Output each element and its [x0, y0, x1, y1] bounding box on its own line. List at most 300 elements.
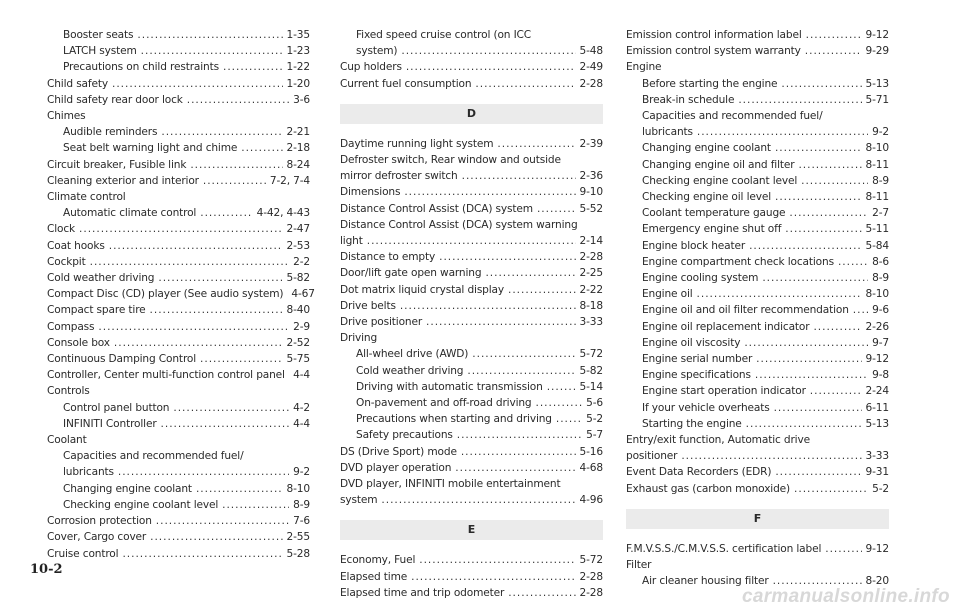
index-entry-label: Changing engine coolant — [642, 142, 771, 155]
index-entry-page: 2-39 — [579, 137, 603, 150]
page-number: 10-2 — [30, 562, 63, 577]
dot-leader — [838, 254, 868, 270]
dot-leader — [746, 416, 862, 432]
index-entry — [47, 59, 310, 75]
index-entry-label: Circuit breaker, Fusible link — [47, 158, 187, 171]
index-entry-page: 8-10 — [286, 482, 310, 495]
index-entry — [340, 379, 603, 395]
index-entry-label: Compact spare tire — [47, 304, 146, 317]
index-heading: Capacities and recommended fuel/ — [63, 450, 244, 463]
index-heading: Defroster switch, Rear window and outside — [340, 154, 561, 167]
index-entry-label: Driving with automatic transmission — [356, 380, 543, 393]
index-entry — [626, 448, 889, 464]
index-entry — [340, 444, 603, 460]
index-entry — [340, 314, 603, 330]
index-entry-label: INFINITI Controller — [63, 417, 157, 430]
index-entry-page: 3-33 — [579, 316, 603, 329]
index-entry-page: 8-11 — [865, 158, 889, 171]
index-entry-label: Before starting the engine — [642, 77, 778, 90]
dot-leader — [813, 319, 861, 335]
dot-leader — [789, 205, 868, 221]
index-entry-label: system — [340, 494, 378, 507]
index-entry — [47, 529, 310, 545]
index-heading: Filter — [626, 559, 652, 572]
index-entry-label: Economy, Fuel — [340, 554, 416, 567]
index-entry — [626, 76, 889, 92]
index-heading: Distance Control Assist (DCA) system warning — [340, 218, 578, 231]
dot-leader — [475, 76, 575, 92]
index-entry-label: Emission control system warranty — [626, 45, 801, 58]
dot-leader — [400, 298, 576, 314]
index-section-letter: F — [626, 509, 889, 529]
index-entry-label: Engine start operation indicator — [642, 385, 806, 398]
index-entry — [626, 221, 889, 237]
index-entry-page: 5-72 — [579, 348, 603, 361]
index-entry-label: F.M.V.S.S./C.M.V.S.S. certification label — [626, 542, 822, 555]
index-entry — [340, 298, 603, 314]
dot-leader — [200, 205, 252, 221]
index-entry-label: Air cleaner housing filter — [642, 575, 769, 588]
dot-leader — [161, 124, 282, 140]
dot-leader — [419, 552, 575, 568]
index-entry-page: 8-40 — [286, 304, 310, 317]
index-entry — [47, 302, 310, 318]
index-entry — [340, 395, 603, 411]
dot-leader — [173, 400, 289, 416]
index-entry-page: 5-13 — [865, 417, 889, 430]
index-entry-page: 6-11 — [865, 401, 889, 414]
index-entry-page: 5-84 — [865, 239, 889, 252]
index-entry — [626, 367, 889, 383]
dot-leader — [223, 59, 283, 75]
index-entry-page: 2-14 — [579, 235, 603, 248]
dot-leader — [755, 367, 868, 383]
index-entry-label: Dot matrix liquid crystal display — [340, 283, 505, 296]
index-entry-page: 5-7 — [586, 429, 603, 442]
index-entry-label: Child safety — [47, 77, 108, 90]
dot-leader — [455, 460, 575, 476]
index-entry-label: Daytime running light system — [340, 137, 494, 150]
index-entry-label: Cleaning exterior and interior — [47, 174, 199, 187]
index-heading: Capacities and recommended fuel/ — [642, 110, 823, 123]
index-entry-page: 1-20 — [286, 77, 310, 90]
index-entry-page: 4-2 — [293, 401, 310, 414]
index-entry-page: 1-22 — [286, 61, 310, 74]
index-entry — [47, 286, 315, 302]
index-entry — [626, 27, 889, 43]
index-entry-label: Engine oil — [642, 288, 693, 301]
index-entry-page: 5-28 — [286, 547, 310, 560]
dot-leader — [404, 184, 575, 200]
index-entry-page: 5-6 — [586, 397, 603, 410]
dot-leader — [381, 492, 575, 508]
index-column-1 — [47, 27, 315, 562]
index-entry-label: Precautions on child restraints — [63, 61, 219, 74]
index-entry-label: Controller, Center multi-function control panel — [47, 369, 285, 382]
index-entry-label: Engine oil and oil filter recommendation — [642, 304, 849, 317]
index-entry-page: 4-68 — [579, 461, 603, 474]
index-entry-label: Starting the engine — [642, 417, 742, 430]
index-entry — [47, 367, 310, 383]
dot-leader — [798, 157, 861, 173]
dot-leader — [141, 43, 283, 59]
index-entry — [47, 335, 310, 351]
index-entry-page: 9-12 — [865, 542, 889, 555]
index-entry-page: 8-20 — [865, 575, 889, 588]
index-heading: Engine — [626, 61, 662, 74]
dot-leader — [738, 92, 861, 108]
index-entry-label: If your vehicle overheats — [642, 401, 770, 414]
index-entry-page: 2-47 — [286, 223, 310, 236]
index-entry-label: Engine compartment check locations — [642, 255, 834, 268]
index-entry-label: Continuous Damping Control — [47, 353, 197, 366]
index-entry — [626, 319, 889, 335]
index-entry — [626, 140, 889, 156]
index-entry-page: 2-26 — [865, 320, 889, 333]
index-entry-label: DVD player operation — [340, 461, 452, 474]
index-heading: Chimes — [47, 110, 86, 123]
index-entry — [340, 168, 603, 184]
dot-leader — [756, 351, 861, 367]
index-entry-label: Child safety rear door lock — [47, 93, 183, 106]
index-entry-page: 5-75 — [286, 353, 310, 366]
index-entry-label: Control panel button — [63, 401, 170, 414]
index-section-letter: D — [340, 104, 603, 124]
index-entry-page: 9-12 — [865, 29, 889, 41]
dot-leader — [781, 76, 861, 92]
index-entry-label: Distance Control Assist (DCA) system — [340, 202, 533, 215]
index-entry — [47, 221, 310, 237]
index-entry-label: lubricants — [642, 126, 693, 139]
index-entry — [47, 92, 310, 108]
index-entry-page: 2-24 — [865, 385, 889, 398]
index-entry-label: Cup holders — [340, 61, 402, 74]
index-entry — [340, 265, 603, 281]
index-entry-page: 3-6 — [293, 93, 310, 106]
index-entry-label: Checking engine coolant level — [642, 174, 798, 187]
dot-leader — [114, 335, 283, 351]
index-entry-page: 5-16 — [579, 445, 603, 458]
index-entry — [47, 497, 310, 513]
index-entry — [47, 254, 310, 270]
index-entry — [340, 346, 603, 362]
dot-leader — [749, 238, 861, 254]
index-entry-label: Automatic climate control — [63, 207, 197, 220]
index-entry-label: Coat hooks — [47, 239, 105, 252]
index-entry-label: Compass — [47, 320, 95, 333]
index-entry-label: Elapsed time and trip odometer — [340, 586, 505, 599]
index-entry-page: 2-2 — [293, 255, 310, 268]
index-heading: Climate control — [47, 191, 126, 204]
dot-leader — [681, 448, 861, 464]
index-entry-page: 5-2 — [586, 413, 603, 426]
index-entry-page: 9-8 — [872, 369, 889, 382]
index-entry-label: system) — [356, 45, 398, 58]
index-entry-label: Current fuel consumption — [340, 77, 472, 90]
index-entry-page: 8-10 — [865, 288, 889, 301]
index-heading: Driving — [340, 332, 378, 345]
index-entry — [626, 351, 889, 367]
index-entry — [47, 43, 310, 59]
index-entry — [340, 184, 603, 200]
index-entry-label: Safety precautions — [356, 429, 453, 442]
dot-leader — [794, 481, 868, 497]
index-entry — [626, 400, 889, 416]
index-entry-page: 2-9 — [293, 320, 310, 333]
index-entry — [47, 400, 310, 416]
dot-leader — [536, 395, 583, 411]
index-entry — [47, 27, 310, 43]
index-entry — [626, 238, 889, 254]
dot-leader — [367, 233, 576, 249]
dot-leader — [825, 541, 861, 557]
dot-leader — [462, 168, 576, 184]
index-entry-label: Emission control information label — [626, 29, 802, 41]
index-entry-label: mirror defroster switch — [340, 170, 458, 183]
index-entry-page: 5-13 — [865, 77, 889, 90]
index-entry-page: 4-4 — [293, 369, 310, 382]
index-entry-label: Engine oil viscosity — [642, 336, 741, 349]
index-entry — [47, 319, 310, 335]
dot-leader — [762, 270, 868, 286]
index-entry — [626, 270, 889, 286]
index-entry-label: Seat belt warning light and chime — [63, 142, 238, 155]
index-entry-label: Console box — [47, 336, 110, 349]
index-entry-label: Clock — [47, 223, 76, 236]
dot-leader — [805, 43, 862, 59]
dot-leader — [137, 27, 282, 43]
index-entry-page: 9-12 — [865, 353, 889, 366]
dot-leader — [112, 76, 283, 92]
index-entry-page: 8-6 — [872, 255, 889, 268]
index-entry-label: DS (Drive Sport) mode — [340, 445, 457, 458]
index-entry — [47, 270, 310, 286]
index-entry — [340, 569, 603, 585]
index-entry — [340, 136, 603, 152]
dot-leader — [426, 314, 576, 330]
index-entry-label: positioner — [626, 450, 678, 463]
index-entry — [626, 124, 889, 140]
index-heading: Entry/exit function, Automatic drive — [626, 434, 810, 447]
dot-leader — [497, 136, 575, 152]
index-entry — [626, 286, 889, 302]
index-entry — [626, 254, 889, 270]
dot-leader — [200, 351, 283, 367]
dot-leader — [406, 59, 576, 75]
index-entry — [47, 173, 310, 189]
index-entry-page: 8-11 — [865, 191, 889, 204]
index-entry — [47, 546, 310, 562]
dot-leader — [401, 43, 575, 59]
index-entry-page: 9-29 — [865, 45, 889, 58]
index-entry-page: 2-28 — [579, 77, 603, 90]
dot-leader — [150, 529, 282, 545]
index-entry-page: 7-6 — [293, 515, 310, 528]
index-heading: Controls — [47, 385, 90, 398]
index-entry — [47, 481, 310, 497]
index-entry-label: Engine oil replacement indicator — [642, 320, 810, 333]
dot-leader — [775, 189, 862, 205]
index-entry — [47, 157, 310, 173]
index-entry-label: Engine specifications — [642, 369, 751, 382]
index-entry — [47, 351, 310, 367]
index-entry-page: 2-21 — [286, 126, 310, 139]
index-entry — [47, 140, 310, 156]
index-entry-label: Booster seats — [63, 29, 134, 41]
index-entry-label: light — [340, 235, 363, 248]
index-entry — [340, 411, 603, 427]
index-entry-page: 9-31 — [865, 466, 889, 479]
index-heading: DVD player, INFINITI mobile entertainment — [340, 478, 561, 491]
dot-leader — [222, 497, 289, 513]
index-entry-label: Engine cooling system — [642, 272, 759, 285]
index-entry-label: Break-in schedule — [642, 93, 735, 106]
index-entry — [340, 552, 603, 568]
index-entry-label: Coolant temperature gauge — [642, 207, 786, 220]
index-entry-page: 8-9 — [872, 174, 889, 187]
dot-leader — [775, 140, 862, 156]
index-entry — [626, 481, 889, 497]
index-entry-label: Changing engine oil and filter — [642, 158, 795, 171]
index-entry-page: 2-49 — [579, 61, 603, 74]
index-entry-page: 1-35 — [286, 29, 310, 41]
index-entry-page: 8-18 — [579, 299, 603, 312]
dot-leader — [161, 416, 290, 432]
index-entry-label: Cold weather driving — [356, 364, 464, 377]
index-entry-page: 2-18 — [286, 142, 310, 155]
dot-leader — [457, 427, 582, 443]
index-entry-page: 2-36 — [579, 170, 603, 183]
index-entry-page: 8-10 — [865, 142, 889, 155]
index-entry-page: 3-33 — [865, 450, 889, 463]
index-entry-label: Corrosion protection — [47, 515, 152, 528]
index-entry — [340, 363, 603, 379]
index-entry-page: 7-2, 7-4 — [269, 174, 310, 187]
index-entry-page: 5-82 — [286, 272, 310, 285]
dot-leader — [810, 383, 862, 399]
dot-leader — [203, 173, 266, 189]
index-entry — [626, 464, 889, 480]
dot-leader — [508, 282, 576, 298]
dot-leader — [801, 173, 868, 189]
index-entry-page: 2-28 — [579, 570, 603, 583]
index-entry-page: 5-71 — [865, 93, 889, 106]
index-entry-label: Engine block heater — [642, 239, 746, 252]
index-entry-page: 9-6 — [872, 304, 889, 317]
dot-leader — [485, 265, 575, 281]
index-entry-page: 2-25 — [579, 267, 603, 280]
index-entry-page: 8-9 — [872, 272, 889, 285]
dot-leader — [98, 319, 289, 335]
index-entry — [626, 302, 889, 318]
dot-leader — [775, 464, 861, 480]
index-entry-label: Compact Disc (CD) player (See audio system) — [47, 288, 284, 301]
index-entry — [340, 492, 603, 508]
index-entry — [340, 282, 603, 298]
dot-leader — [196, 481, 283, 497]
index-entry-page: 4-67 — [291, 288, 315, 301]
index-entry-page: 4-4 — [293, 417, 310, 430]
index-entry-label: Checking engine oil level — [642, 191, 772, 204]
index-entry — [626, 157, 889, 173]
dot-leader — [158, 270, 282, 286]
index-entry-label: Engine serial number — [642, 353, 753, 366]
dot-leader — [472, 346, 575, 362]
index-heading: Fixed speed cruise control (on ICC — [356, 29, 532, 41]
dot-leader — [508, 585, 575, 601]
index-entry-label: Cruise control — [47, 547, 119, 560]
index-entry-page: 2-28 — [579, 251, 603, 264]
index-entry-label: lubricants — [63, 466, 114, 479]
index-entry-page: 8-24 — [286, 158, 310, 171]
dot-leader — [853, 302, 868, 318]
index-section-letter: E — [340, 520, 603, 540]
index-entry — [340, 233, 603, 249]
dot-leader — [744, 335, 868, 351]
index-entry — [340, 249, 603, 265]
index-entry-label: Cover, Cargo cover — [47, 531, 147, 544]
index-heading: Coolant — [47, 434, 87, 447]
index-entry-page: 2-55 — [286, 531, 310, 544]
index-entry — [47, 76, 310, 92]
index-entry-page: 5-11 — [865, 223, 889, 236]
dot-leader — [118, 464, 289, 480]
index-entry-label: Cold weather driving — [47, 272, 155, 285]
index-entry — [340, 460, 603, 476]
dot-leader — [697, 286, 862, 302]
index-entry-page: 2-22 — [579, 283, 603, 296]
dot-leader — [156, 513, 289, 529]
index-entry — [340, 427, 603, 443]
index-entry-label: Cockpit — [47, 255, 86, 268]
index-entry-page: 4-42, 4-43 — [256, 207, 310, 220]
index-entry — [47, 205, 310, 221]
index-column-2 — [340, 27, 603, 601]
index-entry — [626, 43, 889, 59]
index-entry — [626, 541, 889, 557]
dot-leader — [187, 92, 289, 108]
index-entry — [47, 464, 310, 480]
dot-leader — [774, 400, 862, 416]
index-entry-page: 9-10 — [579, 186, 603, 199]
index-entry-label: Dimensions — [340, 186, 401, 199]
index-entry — [340, 76, 603, 92]
index-entry-page: 5-72 — [579, 554, 603, 567]
index-entry-label: Emergency engine shut off — [642, 223, 782, 236]
index-entry-page: 5-2 — [872, 482, 889, 495]
dot-leader — [547, 379, 576, 395]
watermark: carmanualsonline.info — [742, 586, 950, 607]
index-entry-page: 1-23 — [286, 45, 310, 58]
index-entry — [47, 416, 310, 432]
index-entry-page: 5-52 — [579, 202, 603, 215]
index-entry-page: 9-2 — [872, 126, 889, 139]
index-entry — [626, 92, 889, 108]
index-entry-label: Drive positioner — [340, 316, 423, 329]
dot-leader — [190, 157, 282, 173]
dot-leader — [109, 238, 283, 254]
index-entry-label: Changing engine coolant — [63, 482, 192, 495]
index-entry-label: Precautions when starting and driving — [356, 413, 552, 426]
dot-leader — [461, 444, 576, 460]
dot-leader — [467, 363, 575, 379]
index-entry-page: 9-7 — [872, 336, 889, 349]
index-entry-page: 2-53 — [286, 239, 310, 252]
index-entry-label: Drive belts — [340, 299, 396, 312]
dot-leader — [697, 124, 868, 140]
index-entry — [626, 205, 889, 221]
index-entry-page: 5-48 — [579, 45, 603, 58]
